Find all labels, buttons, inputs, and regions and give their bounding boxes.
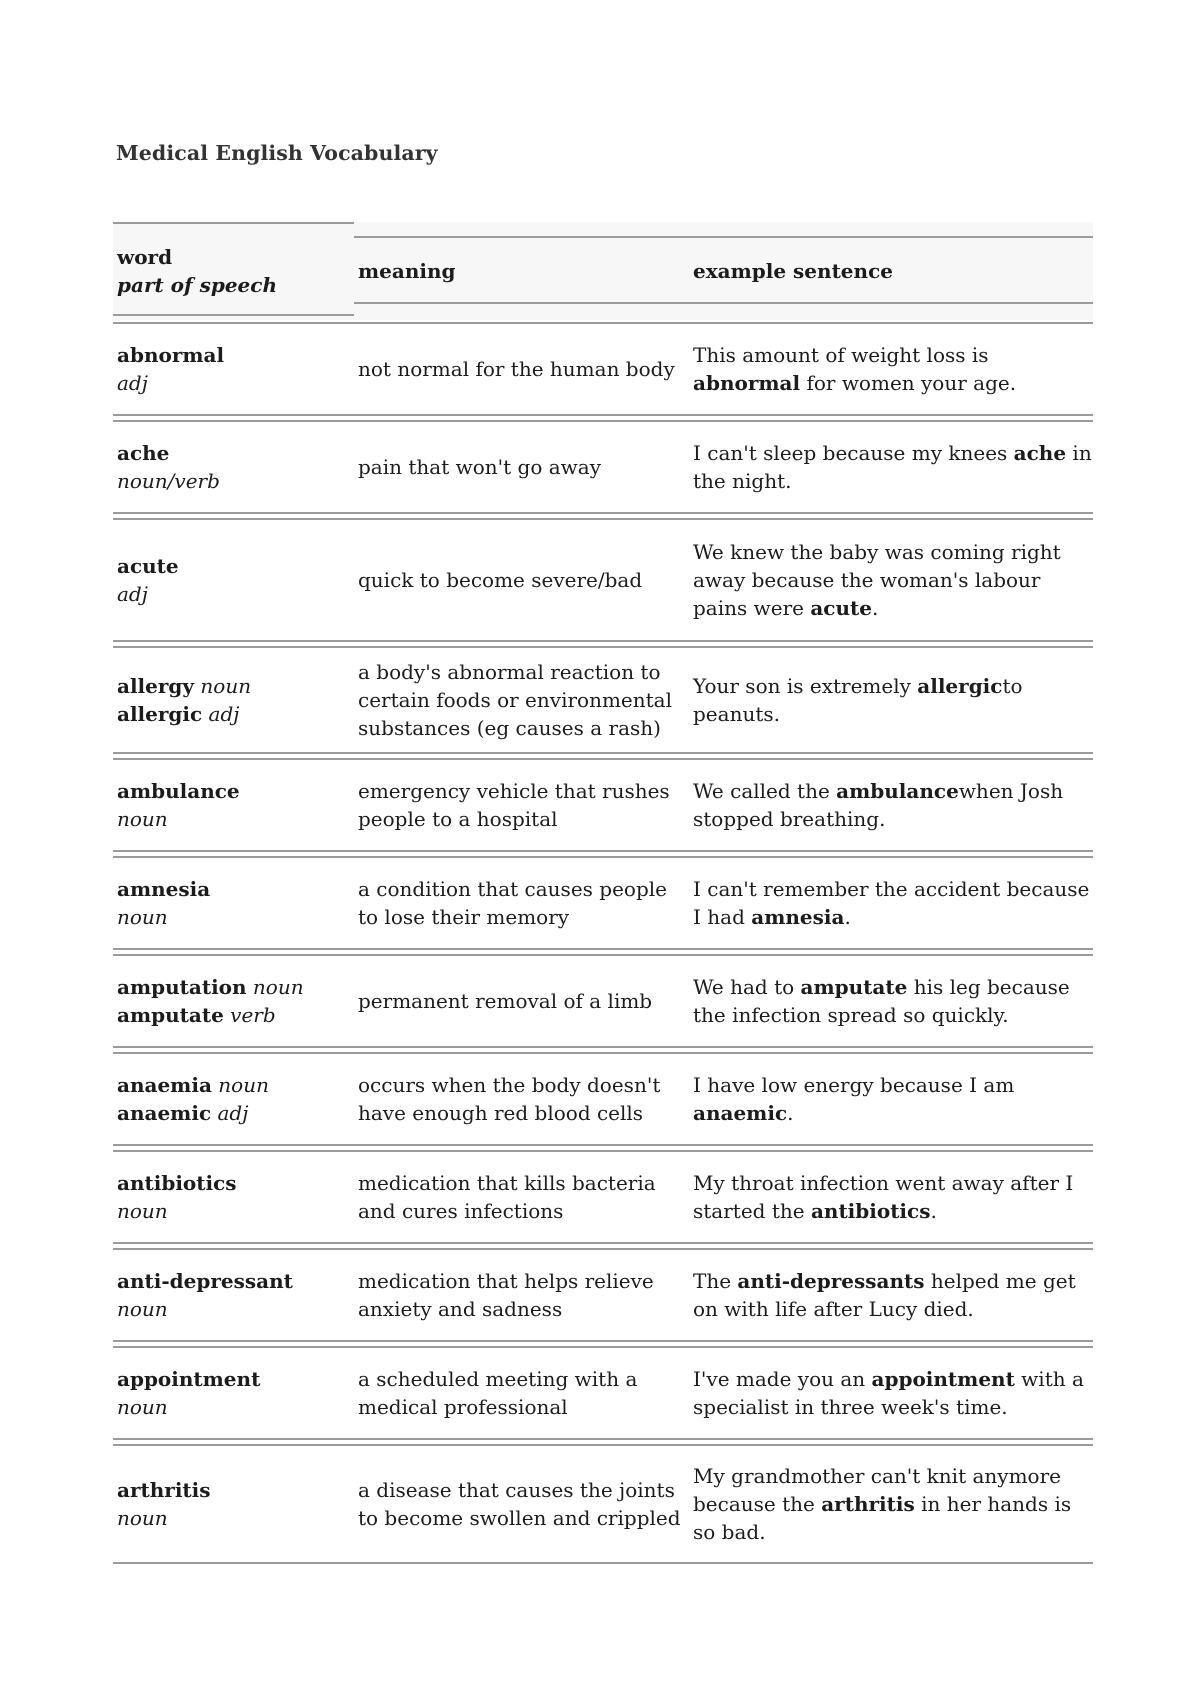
meaning: medication that kills bacteria and cures infections — [358, 1171, 656, 1223]
table-row — [113, 1050, 1093, 1148]
table-row — [113, 516, 1093, 644]
table-row — [113, 1442, 1093, 1566]
example-sentence: I can't sleep because my knees ache in the night. — [693, 441, 1092, 493]
header-word: word — [117, 245, 173, 269]
example-sentence: My throat infection went away after I started the antibiotics. — [693, 1171, 1074, 1223]
table-row — [113, 644, 1093, 756]
example-cell — [689, 1344, 1093, 1442]
meaning-cell — [354, 854, 689, 952]
part-of-speech: noun/verb — [117, 469, 220, 493]
table-row — [113, 952, 1093, 1050]
example-sentence: Your son is extremely allergicto peanuts. — [693, 674, 1023, 726]
part-of-speech: noun — [252, 975, 304, 999]
meaning-cell — [354, 756, 689, 854]
meaning-cell — [354, 1442, 689, 1566]
meaning-cell — [354, 516, 689, 644]
example-sentence: I have low energy because I am anaemic. — [693, 1073, 1015, 1125]
example-cell — [689, 1246, 1093, 1344]
table-row — [113, 418, 1093, 516]
meaning-cell — [354, 320, 689, 418]
page-title: Medical English Vocabulary — [116, 141, 438, 165]
example-cell — [689, 418, 1093, 516]
word-cell — [113, 320, 354, 418]
meaning: not normal for the human body — [358, 357, 675, 381]
example-keyword: allergic — [917, 674, 1003, 698]
meaning: a disease that causes the joints to become swollen and crippled — [358, 1478, 681, 1530]
header-word-cell — [113, 222, 354, 320]
meaning-cell — [354, 418, 689, 516]
example-cell — [689, 1148, 1093, 1246]
word-variant: allergic — [117, 702, 203, 726]
part-of-speech-variant: adj — [208, 702, 240, 726]
meaning: emergency vehicle that rushes people to a hospital — [358, 779, 670, 831]
part-of-speech: noun — [117, 1297, 168, 1321]
word: anti-depressant — [117, 1269, 293, 1293]
example-keyword: anti-depressants — [737, 1269, 925, 1293]
part-of-speech: noun — [117, 1395, 168, 1419]
word-variant: amputate — [117, 1003, 224, 1027]
word-cell — [113, 1148, 354, 1246]
example-keyword: amnesia — [751, 905, 845, 929]
word-cell — [113, 1050, 354, 1148]
part-of-speech: adj — [117, 371, 148, 395]
meaning: occurs when the body doesn't have enough red blood cells — [358, 1073, 661, 1125]
word-variant: anaemic — [117, 1101, 212, 1125]
word: ambulance — [117, 779, 240, 803]
word-cell — [113, 644, 354, 756]
example-cell — [689, 952, 1093, 1050]
word: acute — [117, 554, 179, 578]
meaning-cell — [354, 1344, 689, 1442]
table-row — [113, 1148, 1093, 1246]
example-sentence: We had to amputate his leg because the infection spread so quickly. — [693, 975, 1070, 1027]
table-row — [113, 1344, 1093, 1442]
part-of-speech-variant: adj — [217, 1101, 249, 1125]
example-cell — [689, 644, 1093, 756]
example-cell — [689, 516, 1093, 644]
meaning-cell — [354, 644, 689, 756]
meaning-cell — [354, 1148, 689, 1246]
part-of-speech: noun — [117, 807, 168, 831]
part-of-speech: noun — [117, 905, 168, 929]
example-cell — [689, 320, 1093, 418]
example-sentence: We knew the baby was coming right away because the woman's labour pains were acute. — [693, 540, 1061, 620]
part-of-speech: noun — [200, 674, 252, 698]
meaning-cell — [354, 1050, 689, 1148]
example-cell — [689, 1050, 1093, 1148]
part-of-speech: noun — [218, 1073, 269, 1097]
word-cell — [113, 952, 354, 1050]
meaning: medication that helps relieve anxiety and sadness — [358, 1269, 654, 1321]
table-header-row — [113, 222, 1093, 320]
table-row — [113, 756, 1093, 854]
vocabulary-table — [113, 222, 1093, 1566]
example-sentence: My grandmother can't knit anymore because the arthritis in her hands is so bad. — [693, 1464, 1072, 1544]
example-sentence: This amount of weight loss is abnormal for women your age. — [693, 343, 1017, 395]
example-keyword: antibiotics — [810, 1199, 931, 1223]
word: appointment — [117, 1367, 261, 1391]
example-cell — [689, 1442, 1093, 1566]
meaning: permanent removal of a limb — [358, 989, 653, 1013]
word: arthritis — [117, 1478, 211, 1502]
example-sentence: The anti-depressants helped me get on with life after Lucy died. — [693, 1269, 1076, 1321]
example-sentence: I've made you an appointment with a specialist in three week's time. — [693, 1367, 1084, 1419]
example-cell — [689, 854, 1093, 952]
word: amputation — [117, 975, 247, 999]
word-cell — [113, 1246, 354, 1344]
part-of-speech: noun — [117, 1199, 168, 1223]
word-cell — [113, 854, 354, 952]
word-cell — [113, 1344, 354, 1442]
example-keyword: acute — [810, 596, 872, 620]
table-row — [113, 320, 1093, 418]
example-sentence: We called the ambulancewhen Josh stopped breathing. — [693, 779, 1064, 831]
example-keyword: appointment — [871, 1367, 1015, 1391]
part-of-speech: noun — [117, 1506, 168, 1530]
table-row — [113, 854, 1093, 952]
meaning: a scheduled meeting with a medical professional — [358, 1367, 638, 1419]
meaning: pain that won't go away — [358, 455, 601, 479]
example-keyword: abnormal — [693, 371, 801, 395]
word: anaemia — [117, 1073, 212, 1097]
meaning: quick to become severe/bad — [358, 568, 643, 592]
example-keyword: arthritis — [821, 1492, 915, 1516]
word-cell — [113, 516, 354, 644]
header-example: example sentence — [689, 222, 1093, 320]
table-row — [113, 1246, 1093, 1344]
meaning: a body's abnormal reaction to certain foods or environmental substances (eg causes a rash) — [358, 660, 672, 740]
example-keyword: ambulance — [836, 779, 959, 803]
meaning: a condition that causes people to lose their memory — [358, 877, 667, 929]
part-of-speech: adj — [117, 582, 148, 606]
meaning-cell — [354, 1246, 689, 1344]
word-cell — [113, 418, 354, 516]
header-meaning: meaning — [354, 222, 689, 320]
word: abnormal — [117, 343, 225, 367]
word-cell — [113, 1442, 354, 1566]
word: allergy — [117, 674, 195, 698]
word: amnesia — [117, 877, 211, 901]
word: antibiotics — [117, 1171, 237, 1195]
example-keyword: anaemic — [693, 1101, 788, 1125]
meaning-cell — [354, 952, 689, 1050]
part-of-speech-variant: verb — [230, 1003, 276, 1027]
word: ache — [117, 441, 170, 465]
example-sentence: I can't remember the accident because I had amnesia. — [693, 877, 1090, 929]
example-keyword: ache — [1013, 441, 1067, 465]
word-cell — [113, 756, 354, 854]
example-keyword: amputate — [800, 975, 908, 999]
example-cell — [689, 756, 1093, 854]
header-part-of-speech: part of speech — [117, 273, 277, 297]
